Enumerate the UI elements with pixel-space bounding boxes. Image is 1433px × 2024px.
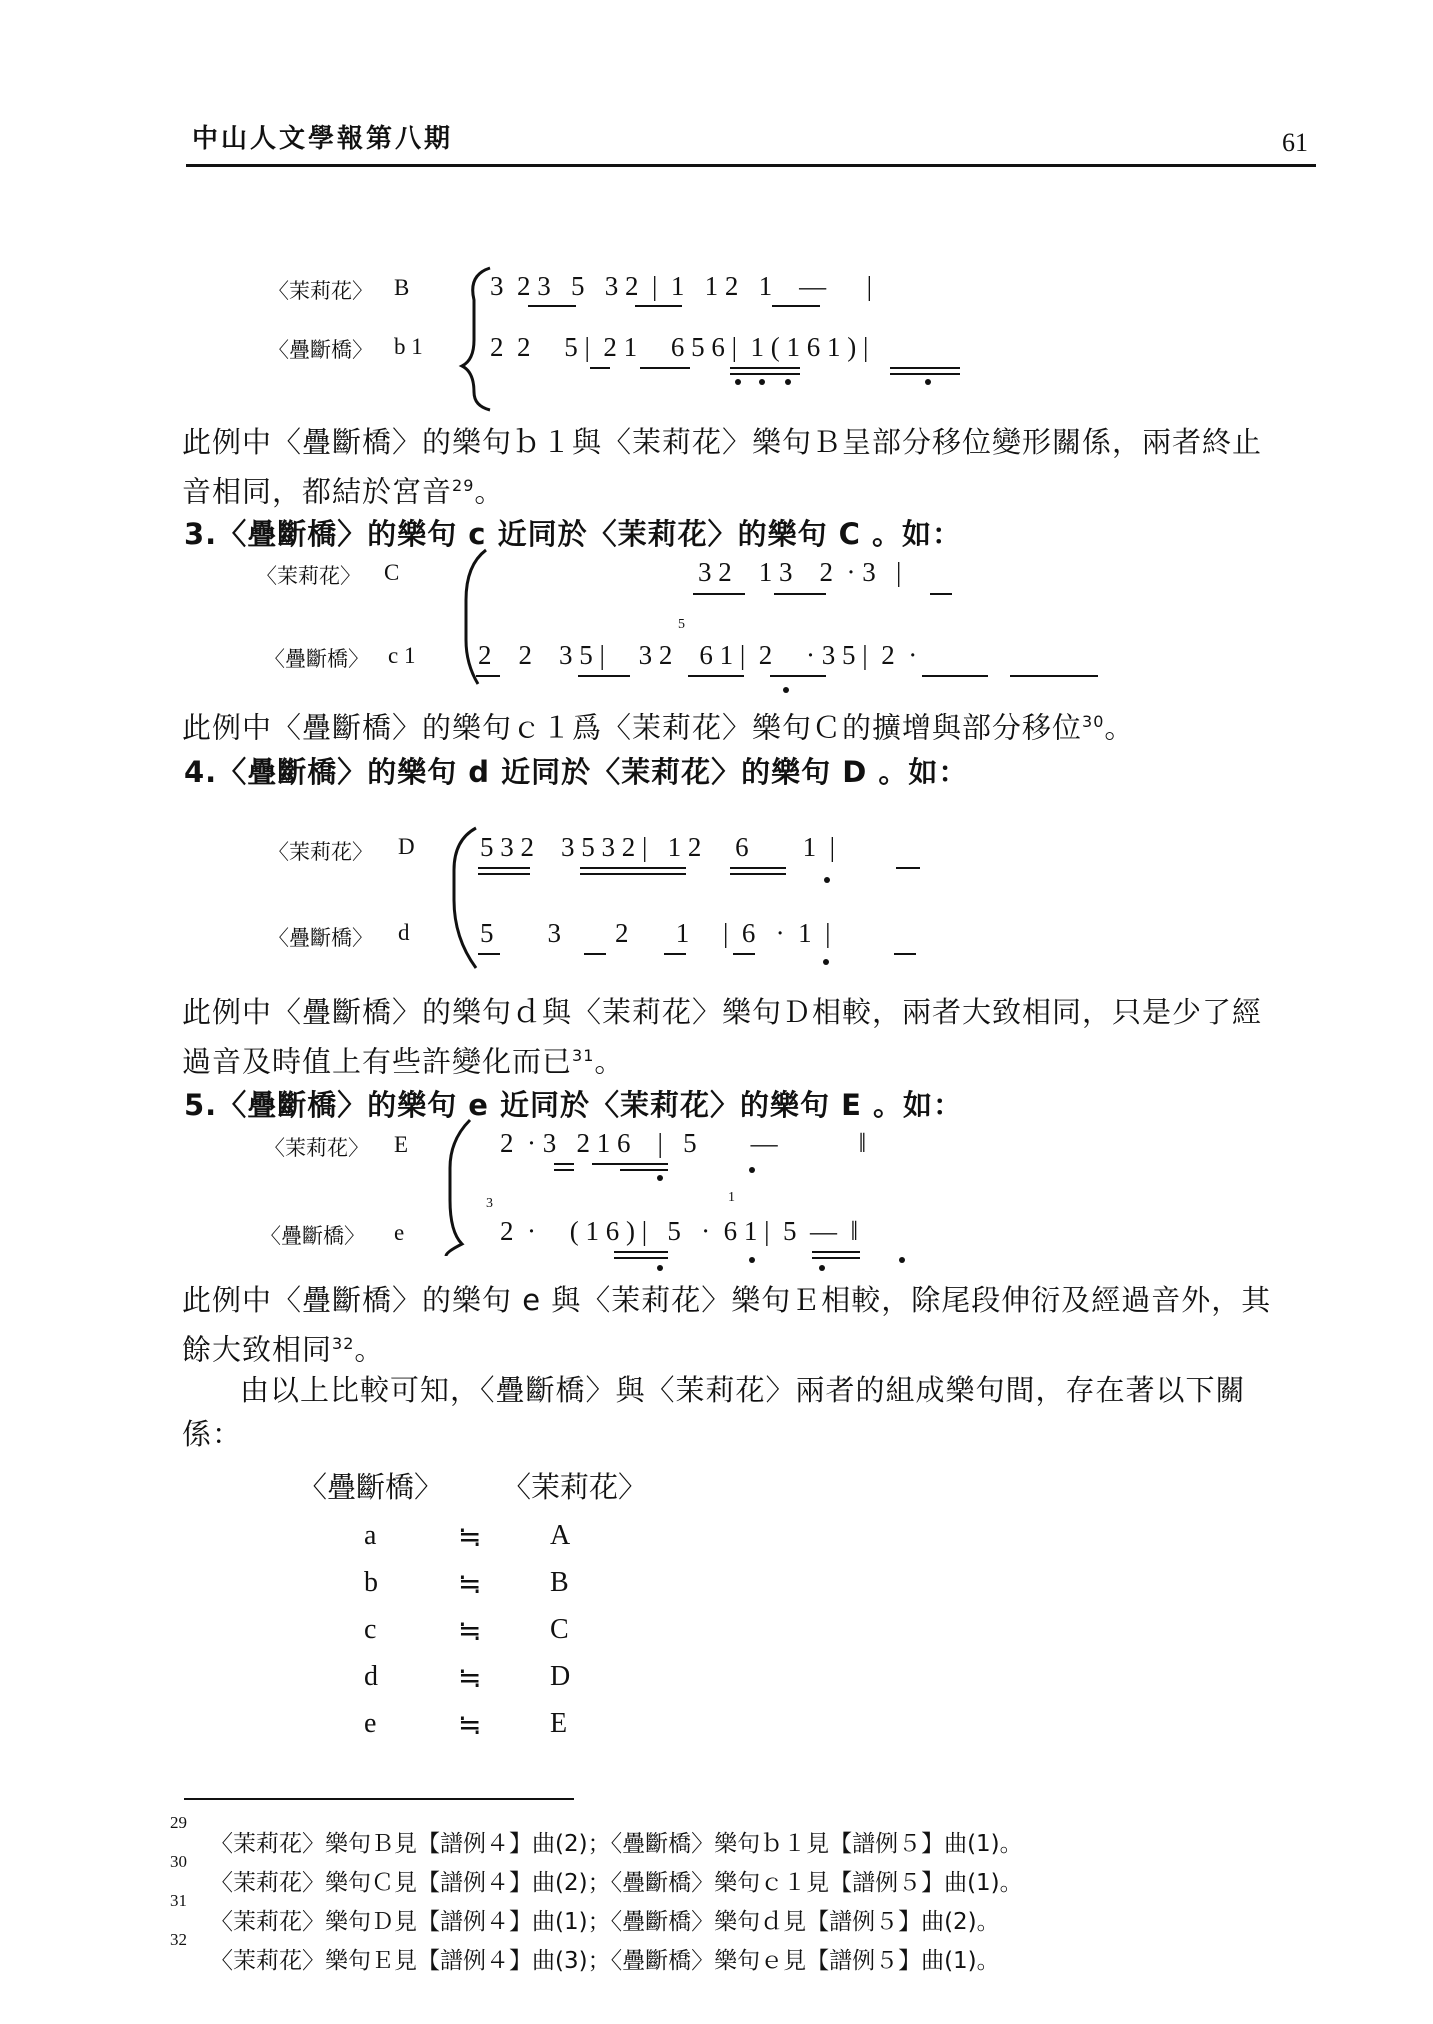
mapping-header-right: 〈茉莉花〉: [502, 1470, 648, 1504]
score-title-dieduanqiao: 〈疊斷橋〉: [260, 1224, 365, 1248]
notation-row: 2 · 3 2 1 6 | 5 — ‖: [500, 1128, 867, 1158]
mapping-row: e ≒ E: [364, 1708, 568, 1741]
paragraph: 由以上比較可知，〈疊斷橋〉與〈茉莉花〉兩者的組成樂句間，存在著以下關 係：: [182, 1373, 1246, 1451]
mapping-row: c ≒ C: [364, 1614, 569, 1647]
journal-title: 中山人文學報第八期: [192, 124, 454, 154]
notation-row: 2 · ( 1 6 ) | 5 · 6 1 | 5 — ‖: [500, 1216, 859, 1246]
score-title-dieduanqiao: 〈疊斷橋〉: [268, 338, 373, 362]
paragraph: 此例中〈疊斷橋〉的樂句ｂ１與〈茉莉花〉樂句Ｂ呈部分移位變形關係，兩者終止 音相同，都結於宮音$^{29}$。: [182, 425, 1263, 509]
phrase-letter: e: [394, 1220, 405, 1245]
mapping-row: a ≒ A: [364, 1520, 571, 1553]
footnote-ref: 29: [452, 476, 475, 495]
footnote-ref: 30: [1082, 712, 1105, 731]
page-number: 61: [1282, 128, 1308, 157]
notation-row: 2 2 5 | 2 1 6 5 6 | 1 ( 1 6 1 ) |: [490, 332, 869, 362]
section-heading: 3.〈疊斷橋〉的樂句 c 近同於〈茉莉花〉的樂句 C 。如：: [184, 517, 963, 551]
notation-row: 3 2 1 3 2 · 3 |: [698, 557, 902, 587]
paragraph: 此例中〈疊斷橋〉的樂句ｄ與〈茉莉花〉樂句Ｄ相較，兩者大致相同，只是少了經 過音及時值上有些許變化而已$^{31}$。: [182, 995, 1263, 1079]
paragraph: 此例中〈疊斷橋〉的樂句 e 與〈茉莉花〉樂句Ｅ相較，除尾段伸衍及經過音外，其 餘大致相同$^{32}$。: [182, 1283, 1272, 1367]
phrase-letter: d: [398, 920, 410, 945]
phrase-letter: B: [394, 275, 410, 300]
footnote-ref: 31: [572, 1046, 595, 1065]
paragraph: 此例中〈疊斷橋〉的樂句ｃ１爲〈茉莉花〉樂句Ｃ的擴增與部分移位$^{30}$。: [182, 710, 1135, 745]
score-title-molihua: 〈茉莉花〉: [268, 279, 373, 303]
score-title-molihua: 〈茉莉花〉: [268, 840, 373, 864]
score-title-dieduanqiao: 〈疊斷橋〉: [268, 926, 373, 950]
footnote-ref: 32: [332, 1334, 355, 1353]
mapping-row: d ≒ D: [364, 1661, 571, 1694]
score-title-dieduanqiao: 〈疊斷橋〉: [264, 647, 369, 671]
grace-note: 5: [678, 617, 685, 632]
notation-row: 5 3 2 1 | 6 · 1 |: [480, 918, 831, 948]
section-heading: 5.〈疊斷橋〉的樂句 e 近同於〈茉莉花〉的樂句 E 。如：: [184, 1088, 964, 1122]
phrase-letter: c 1: [388, 643, 416, 668]
phrase-letter: b 1: [394, 334, 423, 359]
notation-row: 2 2 3 5 | 3 2 6 1 | 2 · 3 5 | 2 ·: [478, 640, 918, 670]
mapping-row: b ≒ B: [364, 1567, 569, 1600]
notation-row: 5 3 2 3 5 3 2 | 1 2 6 1 |: [480, 832, 836, 862]
score-title-molihua: 〈茉莉花〉: [256, 564, 361, 588]
notation-row: 3 2 3 5 3 2 | 1 1 2 1 — |: [490, 271, 873, 301]
grace-note: 1: [728, 1190, 735, 1205]
score-title-molihua: 〈茉莉花〉: [264, 1136, 369, 1160]
phrase-letter: D: [398, 834, 415, 859]
section-heading: 4.〈疊斷橋〉的樂句 d 近同於〈茉莉花〉的樂句 D 。如：: [184, 755, 969, 789]
phrase-letter: E: [394, 1132, 409, 1157]
mapping-header-left: 〈疊斷橋〉: [298, 1470, 444, 1504]
phrase-letter: C: [384, 560, 400, 585]
document-page: 中山人文學報第八期 61 〈茉莉花〉 B 〈疊斷橋〉 b 1 3 2 3 5 3 2 | 1 1 2 1 — | 2 2 5 | 2 1 6 5 6 | 1 ( 1 6 1 ) | 此例中〈疊斷橋〉的樂句ｂ１與〈茉莉花〉樂句Ｂ呈部分移位變形關係，兩者終止 音相同，都結於宮音$^{29}$。 3.〈疊斷橋〉的樂句 c 近同於〈茉莉花〉的樂句 C 。如： 〈茉莉花〉 C 〈疊斷橋〉 c 1 3 2 1 3 2 · 3 | 2 2 3 5 | 3 2 6 1 | 2 · 3 5 | 2 · 5 此例中〈疊斷橋〉的樂句ｃ１爲〈茉莉花〉樂句Ｃ的擴增與部分移位$^{30}$。 4.〈疊斷橋〉的樂句 d 近同於〈茉莉花〉的樂句 D 。如： 〈茉莉花〉 D 〈疊斷橋〉 d 5 3 2 3 5 3 2 | 1 2 6 1 | 5 3 2 1 | 6 · 1 | 此例中〈疊斷橋〉的樂句ｄ與〈茉莉花〉樂句Ｄ相較，兩者大致相同，只是少了經 過音及時值上有些許變化而已$^{31}$。 5.〈疊斷橋〉的樂句 e 近同於〈茉莉花〉的樂句 E 。如： 〈茉莉花〉 E 〈疊斷橋〉 e 2 · 3 2 1 6 | 5 — ‖ 2 · ( 1 6 ) | 5 · 6 1 | 5 — ‖ 3 1 此例中〈疊斷橋〉的樂句 e 與〈茉莉花〉樂句Ｅ相較，除尾段伸衍及經過音外，其 餘大致相同$^{32}$。 由以上比較可知，〈疊斷橋〉與〈茉莉花〉兩者的組成樂句間，存在著以下關 係： 〈疊斷橋〉 〈茉莉花〉 a ≒ A b ≒ B c ≒ C d ≒ D e ≒ E 29 〈茉莉花〉樂句Ｂ見【譜例４】曲(2)；〈疊斷橋〉樂句ｂ１見【譜例５】曲(1)。 30 〈茉莉花〉樂句Ｃ見【譜例４】曲(2)；〈疊斷橋〉樂句ｃ１見【譜例５】曲(1)。 31 〈茉莉花〉樂句Ｄ見【譜例４】曲(1)；〈疊斷橋〉樂句ｄ見【譜例５】曲(2)。 32 〈茉莉花〉樂句Ｅ見【譜例４】曲(3)；〈疊斷橋〉樂句ｅ見【譜例５】曲(1)。: [0, 0, 1433, 2024]
footnote-rule: [184, 1798, 574, 1800]
grace-note: 3: [486, 1196, 493, 1211]
